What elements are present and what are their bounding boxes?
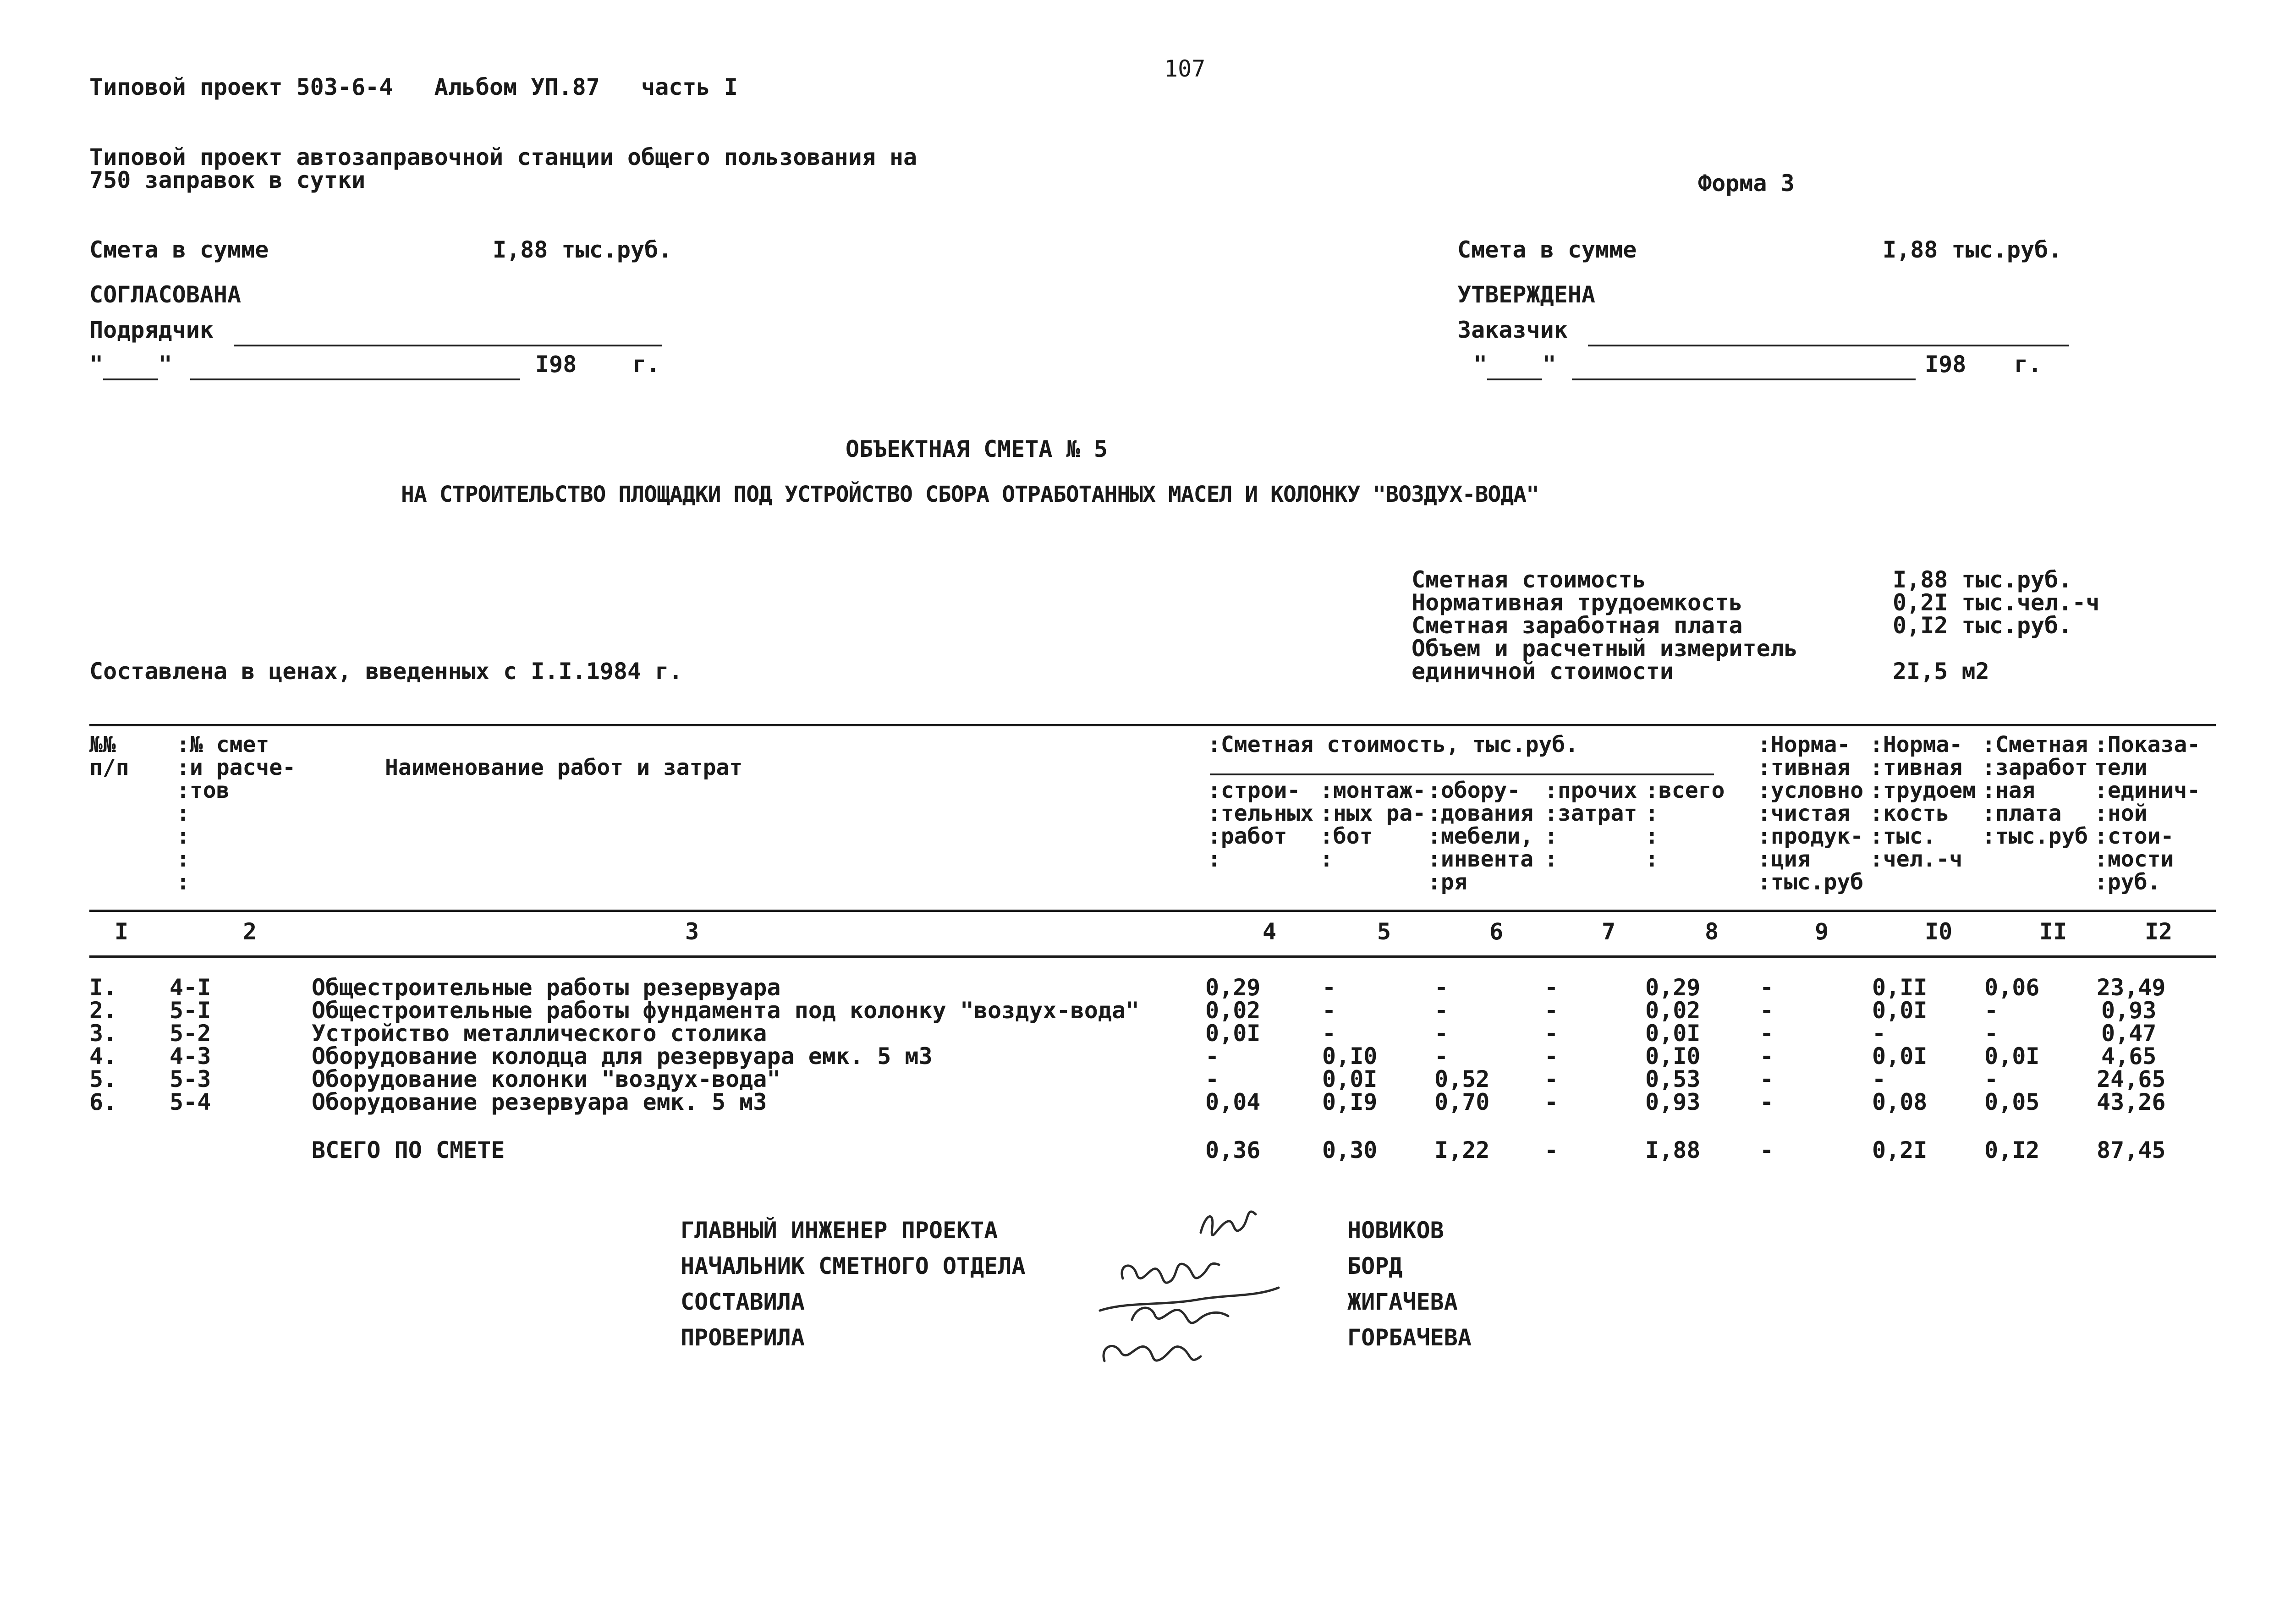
cell-c4: 0,29	[1205, 974, 1261, 1001]
cell-c5: 0,I9	[1322, 1089, 1378, 1115]
cell-c10: 0,0I	[1872, 1043, 1928, 1070]
left-signature-line	[234, 345, 662, 346]
cell-name: Оборудование резервуара емк. 5 м3	[312, 1089, 767, 1115]
cell-c4: 0,02	[1205, 997, 1261, 1024]
prices-note: Составлена в ценах, введенных с I.I.1984 г.	[89, 658, 683, 685]
cell-name: Оборудование колодца для резервуара емк. 5 м3	[312, 1043, 933, 1070]
table-top-rule	[89, 724, 2216, 726]
total-c5: 0,30	[1322, 1137, 1378, 1163]
total-c4: 0,36	[1205, 1137, 1261, 1163]
colnum-2: 2	[243, 918, 257, 945]
right-year: I98	[1925, 351, 1966, 378]
cell-c7: -	[1544, 997, 1559, 1024]
cell-c7: -	[1544, 974, 1559, 1001]
left-sum-value: I,88 тыс.руб.	[493, 236, 672, 263]
right-date-quote: " "	[1473, 351, 1556, 378]
signature-name-4: ГОРБАЧЕВА	[1347, 1324, 1472, 1351]
cell-c12: 0,93	[2101, 997, 2157, 1024]
summary-label-unit: единичной стоимости	[1412, 658, 1674, 685]
cell-c11: 0,0I	[1984, 1043, 2040, 1070]
summary-value-cost: I,88 тыс.руб.	[1893, 566, 2072, 593]
cell-c9: -	[1760, 974, 1774, 1001]
left-status: СОГЛАСОВАНА	[89, 281, 242, 308]
cell-code: 4-I	[170, 974, 211, 1001]
left-date-day-line	[103, 379, 158, 380]
cell-n: 3.	[89, 1020, 117, 1047]
cell-n: I.	[89, 974, 117, 1001]
left-date-month-line	[190, 379, 520, 380]
cell-c10: 0,II	[1872, 974, 1928, 1001]
cell-c12: 24,65	[2097, 1066, 2166, 1092]
cell-c6: 0,52	[1434, 1066, 1490, 1092]
cell-c12: 43,26	[2097, 1089, 2166, 1115]
cell-c4: -	[1205, 1043, 1219, 1070]
cell-c11: -	[1984, 997, 1999, 1024]
cell-name: Оборудование колонки "воздух-вода"	[312, 1066, 781, 1092]
page-number: 107	[1164, 55, 1206, 82]
cell-c8: 0,0I	[1645, 1020, 1701, 1047]
cell-c10: 0,08	[1872, 1089, 1928, 1115]
cell-c12: 23,49	[2097, 974, 2166, 1001]
project-title-line2: 750 заправок в сутки	[89, 167, 366, 193]
cell-c10: 0,0I	[1872, 997, 1928, 1024]
cell-c7: -	[1544, 1020, 1559, 1047]
cell-c11: -	[1984, 1020, 1999, 1047]
cell-c8: 0,93	[1645, 1089, 1701, 1115]
cell-c8: 0,02	[1645, 997, 1701, 1024]
left-year: I98	[535, 351, 577, 378]
summary-value-unit: 2I,5 м2	[1893, 658, 1989, 685]
header-c6: :обору- :дования :мебели, :инвента :ря	[1428, 778, 1534, 895]
cell-c7: -	[1544, 1043, 1559, 1070]
cell-c9: -	[1760, 1020, 1774, 1047]
colnum-1: I	[115, 918, 129, 945]
colnum-8: 8	[1705, 918, 1719, 945]
cell-name: Общестроительные работы резервуара	[312, 974, 781, 1001]
left-year-suffix: г.	[632, 351, 660, 378]
cell-code: 5-2	[170, 1020, 211, 1047]
cell-c5: 0,0I	[1322, 1066, 1378, 1092]
right-signature-line	[1588, 345, 2069, 346]
estimate-subtitle: НА СТРОИТЕЛЬСТВО ПЛОЩАДКИ ПОД УСТРОЙСТВО СБОРА ОТРАБОТАННЫХ МАСЕЛ И КОЛОНКУ "ВОЗДУХ-ВОДА"	[401, 482, 1539, 507]
cell-n: 5.	[89, 1066, 117, 1092]
colnum-7: 7	[1602, 918, 1616, 945]
header-c8: :всего : : :	[1645, 778, 1725, 872]
colnum-5: 5	[1377, 918, 1391, 945]
total-c10: 0,2I	[1872, 1137, 1928, 1163]
total-c6: I,22	[1434, 1137, 1490, 1163]
colnum-12: I2	[2145, 918, 2173, 945]
summary-value-labor: 0,2I тыс.чел.-ч	[1893, 589, 2100, 616]
cell-name: Общестроительные работы фундамента под колонку "воздух-вода"	[312, 997, 1140, 1024]
cell-c5: -	[1322, 997, 1336, 1024]
summary-label-labor: Нормативная трудоемкость	[1412, 589, 1743, 616]
cell-c7: -	[1544, 1066, 1559, 1092]
project-line: Типовой проект 503-6-4 Альбом УП.87 часть I	[89, 74, 738, 100]
project-title-line1: Типовой проект автозаправочной станции общего пользования на	[89, 144, 917, 170]
cell-c4: -	[1205, 1066, 1219, 1092]
cell-code: 4-3	[170, 1043, 211, 1070]
cell-c9: -	[1760, 997, 1774, 1024]
cell-c4: 0,0I	[1205, 1020, 1261, 1047]
cell-c9: -	[1760, 1089, 1774, 1115]
cell-c10: -	[1872, 1020, 1886, 1047]
left-role: Подрядчик	[89, 317, 214, 343]
summary-label-wages: Сметная заработная плата	[1412, 612, 1743, 639]
cell-n: 6.	[89, 1089, 117, 1115]
cell-c7: -	[1544, 1089, 1559, 1115]
cell-code: 5-3	[170, 1066, 211, 1092]
colnum-4: 4	[1263, 918, 1277, 945]
right-date-day-line	[1487, 379, 1542, 380]
summary-label-cost: Сметная стоимость	[1412, 566, 1646, 593]
header-c1: №№ п/п	[89, 732, 129, 780]
cell-c8: 0,53	[1645, 1066, 1701, 1092]
colnum-9: 9	[1815, 918, 1829, 945]
cell-c5: -	[1322, 974, 1336, 1001]
header-c3: Наименование работ и затрат	[385, 755, 743, 780]
signature-name-3: ЖИГАЧЕВА	[1347, 1289, 1458, 1315]
colnum-11: II	[2039, 918, 2067, 945]
right-status: УТВЕРЖДЕНА	[1457, 281, 1596, 308]
form-number: Форма 3	[1698, 170, 1795, 197]
signature-role-1: ГЛАВНЫЙ ИНЖЕНЕР ПРОЕКТА	[681, 1217, 998, 1244]
estimate-title: ОБЪЕКТНАЯ СМЕТА № 5	[846, 436, 1108, 462]
left-date-quote: " "	[89, 351, 172, 378]
signature-role-3: СОСТАВИЛА	[681, 1289, 805, 1315]
cell-c8: 0,29	[1645, 974, 1701, 1001]
cell-c8: 0,I0	[1645, 1043, 1701, 1070]
cell-c6: -	[1434, 974, 1449, 1001]
signature-name-2: БОРД	[1347, 1253, 1403, 1279]
signature-role-2: НАЧАЛЬНИК СМЕТНОГО ОТДЕЛА	[681, 1253, 1026, 1279]
header-c10: :Норма- :тивная :трудоем :кость :тыс. :чел.-ч	[1870, 732, 1976, 872]
table-header-rule	[89, 910, 2216, 912]
cell-c11: 0,05	[1984, 1089, 2040, 1115]
cell-c6: -	[1434, 997, 1449, 1024]
header-c5: :монтаж- :ных ра- :бот :	[1320, 778, 1426, 872]
summary-value-wages: 0,I2 тыс.руб.	[1893, 612, 2072, 639]
cell-c6: -	[1434, 1043, 1449, 1070]
right-date-month-line	[1572, 379, 1916, 380]
header-c11: :Сметная :заработ :ная :плата :тыс.руб	[1982, 732, 2088, 849]
cell-c4: 0,04	[1205, 1089, 1261, 1115]
cell-c6: -	[1434, 1020, 1449, 1047]
cell-c11: 0,06	[1984, 974, 2040, 1001]
cell-c11: -	[1984, 1066, 1999, 1092]
cell-name: Устройство металлического столика	[312, 1020, 767, 1047]
header-c4: :строи- :тельных :работ :	[1208, 778, 1314, 872]
cell-c9: -	[1760, 1043, 1774, 1070]
total-c7: -	[1544, 1137, 1559, 1163]
cell-c12: 4,65	[2101, 1043, 2157, 1070]
header-c12: :Показа- тели :единич- :ной :стои- :мости :руб.	[2094, 732, 2201, 895]
cell-c12: 0,47	[2101, 1020, 2157, 1047]
colnum-3: 3	[685, 918, 699, 945]
colnum-10: I0	[1925, 918, 1953, 945]
cell-c10: -	[1872, 1066, 1886, 1092]
cell-code: 5-4	[170, 1089, 211, 1115]
cell-n: 2.	[89, 997, 117, 1024]
cell-c5: -	[1322, 1020, 1336, 1047]
signature-role-4: ПРОВЕРИЛА	[681, 1324, 805, 1351]
summary-label-volume: Объем и расчетный измеритель	[1412, 635, 1798, 662]
cell-n: 4.	[89, 1043, 117, 1070]
total-c9: -	[1760, 1137, 1774, 1163]
total-c11: 0,I2	[1984, 1137, 2040, 1163]
total-c12: 87,45	[2097, 1137, 2166, 1163]
header-c2: :№ смет :и расче- :тов : : : :	[176, 732, 296, 895]
total-label: ВСЕГО ПО СМЕТЕ	[312, 1137, 505, 1163]
table-group-rule	[1210, 774, 1714, 775]
colnum-6: 6	[1489, 918, 1504, 945]
cell-c9: -	[1760, 1066, 1774, 1092]
right-sum-label: Смета в сумме	[1457, 236, 1637, 263]
left-sum-label: Смета в сумме	[89, 236, 269, 263]
header-group: :Сметная стоимость, тыс.руб.	[1208, 732, 1579, 757]
header-c9: :Норма- :тивная :условно :чистая :продук- :ция :тыс.руб	[1758, 732, 1864, 895]
total-c8: I,88	[1645, 1137, 1701, 1163]
handwritten-signatures-image	[1082, 1196, 1329, 1388]
header-c7: :прочих :затрат : :	[1544, 778, 1637, 872]
right-year-suffix: г.	[2014, 351, 2042, 378]
cell-code: 5-I	[170, 997, 211, 1024]
table-colnum-rule	[89, 955, 2216, 958]
right-sum-value: I,88 тыс.руб.	[1883, 236, 2062, 263]
right-role: Заказчик	[1457, 317, 1568, 343]
signature-name-1: НОВИКОВ	[1347, 1217, 1444, 1244]
cell-c6: 0,70	[1434, 1089, 1490, 1115]
cell-c5: 0,I0	[1322, 1043, 1378, 1070]
